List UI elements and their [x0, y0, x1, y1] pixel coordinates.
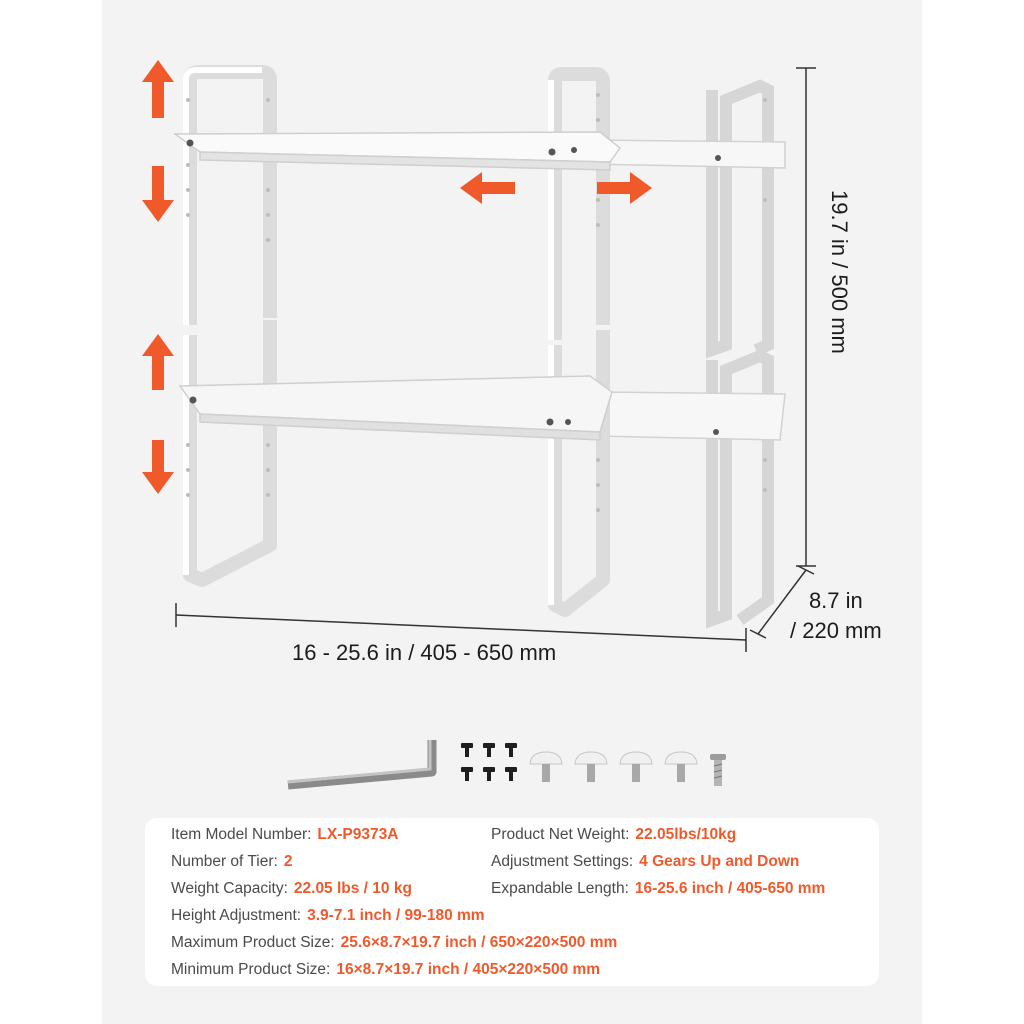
- spec-min-size: [171, 961, 600, 979]
- spec-label: Maximum Product Size:: [171, 934, 335, 951]
- spec-value: LX-P9373A: [317, 826, 399, 843]
- spec-expandable: [491, 880, 825, 898]
- spec-label: Minimum Product Size:: [171, 961, 331, 978]
- spec-label: Height Adjustment:: [171, 907, 302, 924]
- spec-capacity: [171, 880, 412, 898]
- spec-adjustment: [491, 853, 799, 871]
- arrow-up-icon: [142, 334, 174, 390]
- spec-value: 16×8.7×19.7 inch / 405×220×500 mm: [336, 961, 601, 978]
- screw-icon: [461, 743, 517, 781]
- height-dimension-label: 19.7 in / 500 mm: [827, 190, 852, 354]
- depth-dimension-line1: 8.7 in: [808, 588, 863, 613]
- hex-wrench-icon: [288, 740, 432, 785]
- depth-dimension-label: [790, 586, 882, 646]
- spec-label: Expandable Length:: [491, 880, 629, 897]
- arrow-down-icon: [142, 166, 174, 222]
- depth-dimension-line2: / 220 mm: [790, 618, 882, 643]
- spec-height-adjustment: [171, 907, 485, 925]
- width-dimension-label: 16 - 25.6 in / 405 - 650 mm: [292, 640, 557, 665]
- spec-label: Weight Capacity:: [171, 880, 288, 897]
- arrow-down-icon: [142, 440, 174, 494]
- arrow-up-icon: [142, 60, 174, 118]
- spec-value: 3.9-7.1 inch / 99-180 mm: [307, 907, 485, 924]
- screw-icon: [710, 754, 726, 786]
- spec-label: Product Net Weight:: [491, 826, 630, 843]
- spec-value: 2: [283, 853, 293, 870]
- spec-net-weight: [491, 826, 736, 844]
- spec-value: 22.05lbs/10kg: [635, 826, 737, 843]
- arrow-left-icon: [460, 172, 515, 204]
- spec-table: [145, 818, 879, 986]
- spec-label: Number of Tier:: [171, 853, 278, 870]
- spec-value: 4 Gears Up and Down: [639, 853, 800, 870]
- spec-max-size: [171, 934, 617, 952]
- spec-value: 16-25.6 inch / 405-650 mm: [634, 880, 826, 897]
- spec-model: [171, 826, 398, 844]
- spec-tiers: [171, 853, 292, 871]
- foot-pad-icon: [530, 752, 697, 782]
- spec-value: 25.6×8.7×19.7 inch / 650×220×500 mm: [340, 934, 618, 951]
- spec-label: Item Model Number:: [171, 826, 312, 843]
- shelf-extension: [590, 86, 785, 620]
- spec-label: Adjustment Settings:: [491, 853, 634, 870]
- spec-value: 22.05 lbs / 10 kg: [293, 880, 412, 897]
